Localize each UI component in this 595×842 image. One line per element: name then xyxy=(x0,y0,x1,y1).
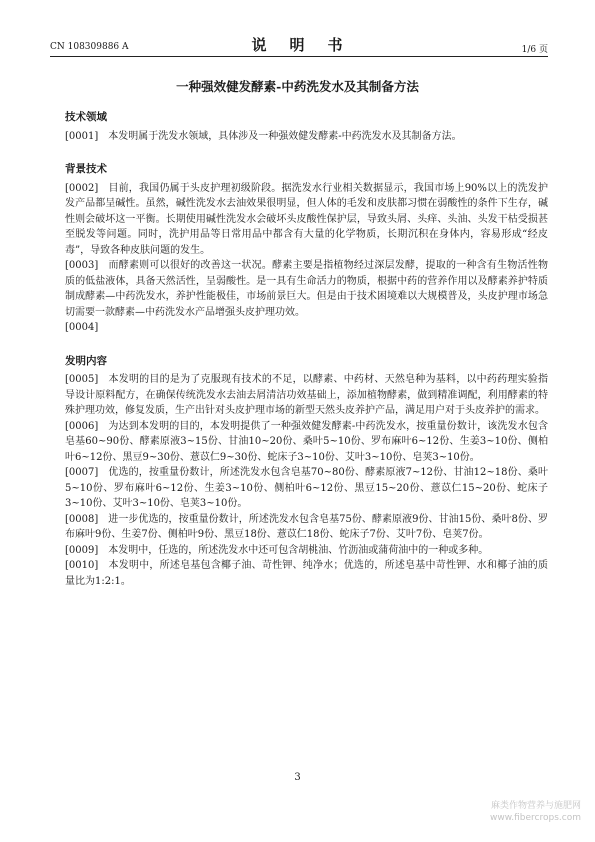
paragraph-number: [0010] xyxy=(65,560,99,571)
page-number: 3 xyxy=(294,772,301,783)
paragraph xyxy=(65,543,548,559)
watermark-url: www.fibercrops.com xyxy=(490,813,581,823)
document-title: 一种强效健发酵素-中药洗发水及其制备方法 xyxy=(176,79,419,94)
paragraph xyxy=(65,465,548,512)
paragraph-number: [0005] xyxy=(65,374,99,385)
paragraph-text: 进一步优选的，按重量份数计，所述洗发水包含皂基75份、酵素原液9份、甘油15份、桑叶8份、罗布麻叶9份、生姜7份、侧柏叶9份、黑豆18份、薏苡仁18份、蛇床子7份、艾叶7份、皂荚7份。 xyxy=(65,513,548,540)
paragraph-text: 目前，我国仍属于头皮护理初级阶段。据洗发水行业相关数据显示，我国市场上90%以上的洗发护发产品都呈碱性。虽然，碱性洗发水去油效果很明显，但人体的毛发和皮肤都习惯在弱酸性的条件下生存，碱性则会破坏这一平衡。长期使用碱性洗发水会破坏头皮酸性保护层，导致头屑、头痒、头油、头发干枯受损甚至脱发等问题。同时，洗护用品等日常用品中都含有大量的化学物质，长期沉积在身体内，容易形成“经皮毒”，导致各种皮肤问题的发生。 xyxy=(65,182,548,256)
document-body xyxy=(65,110,548,589)
section-heading-invention: 发明内容 xyxy=(65,354,107,367)
paragraph-text: 本发明的目的是为了克服现有技术的不足，以酵素、中药材、天然皂种为基料，以中药药理实验指导设计原料配方，在确保传统洗发水去油去屑清洁功效基础上，添加植物酵素，做到精准调配，利用酵素的特殊护理功效，修复发质，生产出针对头皮护理市场的新型天然头皮养护产品，满足用户对于头皮养护的需求。 xyxy=(65,374,548,416)
paragraph xyxy=(65,181,548,259)
paragraph xyxy=(65,558,548,589)
paragraph-number: [0009] xyxy=(65,544,99,556)
paragraph-text: 本发明属于洗发水领域，具体涉及一种强效健发酵素-中药洗发水及其制备方法。 xyxy=(108,130,462,142)
paragraph-number: [0002] xyxy=(65,182,99,194)
paragraph-number: [0001] xyxy=(65,130,99,142)
paragraph xyxy=(65,258,548,320)
paragraph-text: 本发明中，任选的，所述洗发水中还可包含胡桃油、竹沥油或蒲荷油中的一种或多种。 xyxy=(108,544,489,556)
paragraph xyxy=(65,372,548,419)
watermark-site-name: 麻类作物营养与施肥网 xyxy=(490,801,581,811)
paragraph xyxy=(65,512,548,543)
paragraph xyxy=(65,320,548,336)
section-heading-tech-field: 技术领域 xyxy=(65,111,107,123)
paragraph-number: [0004] xyxy=(65,322,99,333)
paragraph-number: [0007] xyxy=(65,467,99,478)
paragraph-text: 为达到本发明的目的，本发明提供了一种强效健发酵素-中药洗发水，按重量份数计，该洗发水包含皂基60~90份、酵素原液3~15份、甘油10~20份、桑叶5~10份、罗布麻叶6~12份、生姜3~10份、侧柏叶6~12份、黑豆9~30份、薏苡仁9~30份、蛇床子3~10份、艾叶3~10份、皂荚3~10份。 xyxy=(65,420,548,463)
page-indicator: 1/6 页 xyxy=(521,45,548,55)
watermark xyxy=(456,800,581,824)
paragraph-text: 而酵素则可以很好的改善这一状况。酵素主要是指植物经过深层发酵，提取的一种含有生物活性物质的低盐液体，具备天然活性，呈弱酸性。是一具有生命活力的物质，根据中药的营养作用以及酵素养护特质制成酵素—中药洗发水，养护性能极佳，市场前景巨大。但是由于技术困境难以大规模普及，头皮护理市场急切需要一款酵素—中药洗发水产品增强头皮护理功效。 xyxy=(65,260,548,318)
paragraph xyxy=(65,419,548,466)
paragraph xyxy=(65,129,548,145)
header-divider xyxy=(50,56,548,57)
paragraph-text: 优选的，按重量份数计，所述洗发水包含皂基70~80份、酵素原液7~12份、甘油12~18份、桑叶5~10份、罗布麻叶6~12份、生姜3~10份、侧柏叶6~12份、黑豆15~20份、薏苡仁15~20份、蛇床子3~10份、艾叶3~10份、皂荚3~10份。 xyxy=(65,467,548,509)
paragraph-number: [0008] xyxy=(65,513,99,525)
patent-number: CN 108309886 A xyxy=(50,42,129,52)
paragraph-number: [0006] xyxy=(65,420,99,432)
section-heading-background: 背景技术 xyxy=(65,163,107,175)
page-header xyxy=(50,34,548,56)
paragraph-number: [0003] xyxy=(65,260,99,271)
document-type: 说 明 书 xyxy=(251,36,347,54)
paragraph-text: 本发明中，所述皂基包含椰子油、苛性钾、纯净水；优选的，所述皂基中苛性钾、水和椰子油的质量比为1:2:1。 xyxy=(65,560,548,587)
